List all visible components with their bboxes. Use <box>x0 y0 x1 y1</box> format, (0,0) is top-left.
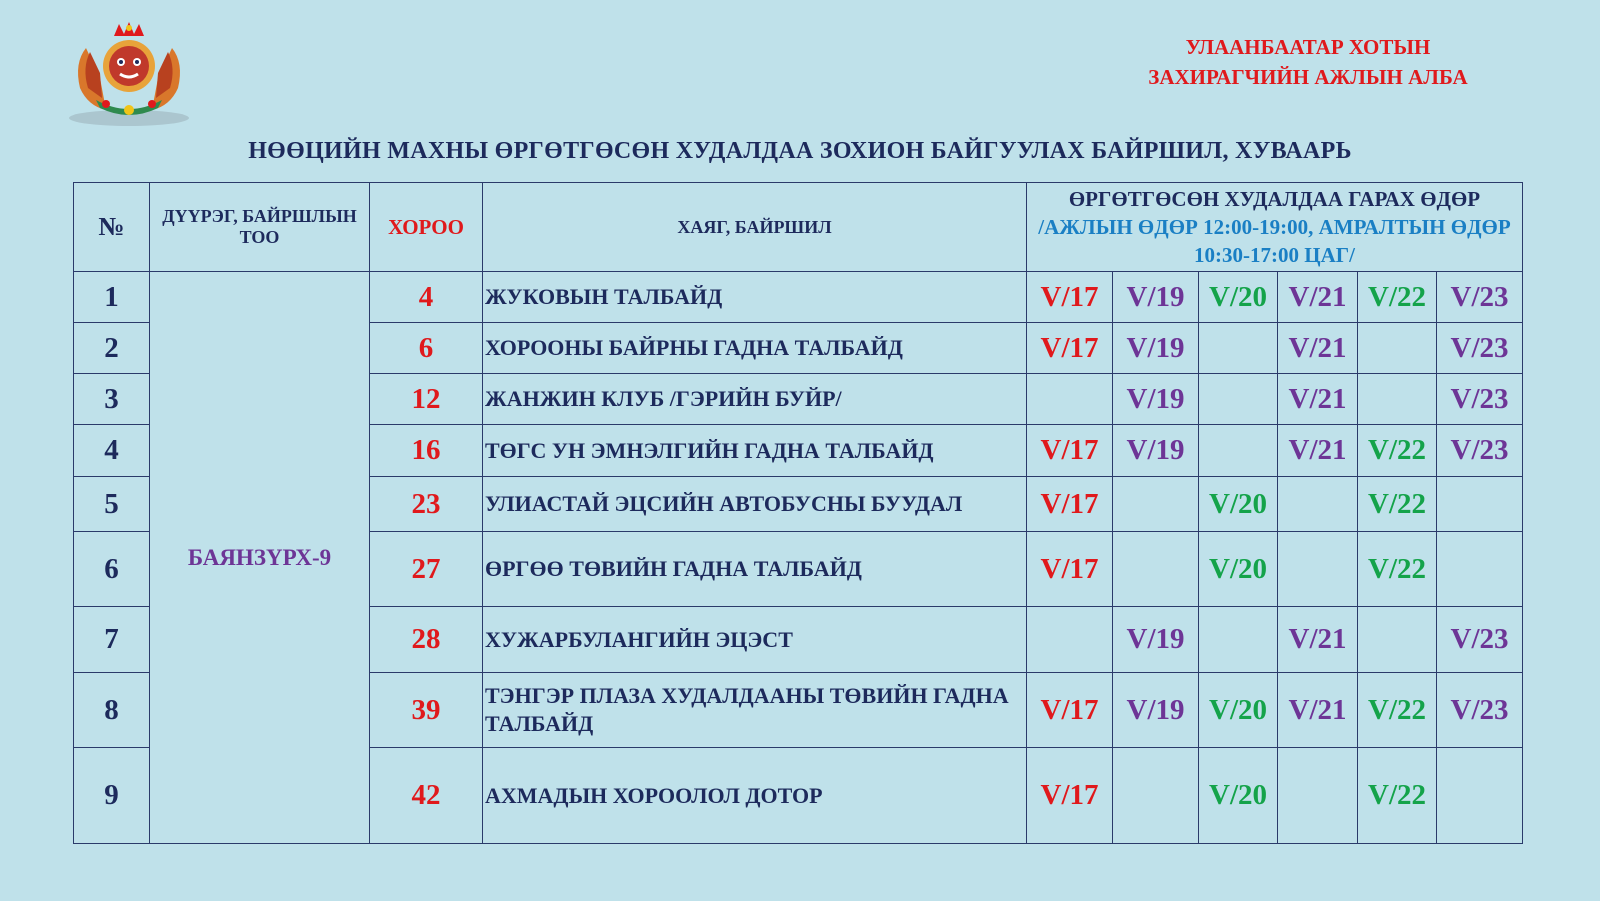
city-emblem-icon <box>66 18 192 128</box>
address-cell: ЖАНЖИН КЛУБ /ГЭРИЙН БУЙР/ <box>483 374 1027 425</box>
date-cell: V/20 <box>1199 748 1278 844</box>
date-cell: V/19 <box>1113 272 1199 323</box>
date-cell: V/23 <box>1437 607 1523 673</box>
khoroo-cell: 12 <box>370 374 483 425</box>
table-row <box>74 272 1523 323</box>
row-number: 6 <box>74 532 150 607</box>
date-cell: V/19 <box>1113 425 1199 477</box>
date-cell: V/20 <box>1199 532 1278 607</box>
address-cell: ХОРООНЫ БАЙРНЫ ГАДНА ТАЛБАЙД <box>483 323 1027 374</box>
organization-name <box>1098 32 1518 92</box>
date-cell <box>1113 532 1199 607</box>
date-cell <box>1278 748 1358 844</box>
address-cell: ХУЖАРБУЛАНГИЙН ЭЦЭСТ <box>483 607 1027 673</box>
date-cell: V/17 <box>1027 425 1113 477</box>
date-cell: V/22 <box>1358 532 1437 607</box>
date-cell <box>1199 607 1278 673</box>
date-cell <box>1437 532 1523 607</box>
date-cell <box>1199 323 1278 374</box>
date-cell: V/23 <box>1437 425 1523 477</box>
date-cell: V/19 <box>1113 607 1199 673</box>
date-cell <box>1278 532 1358 607</box>
row-number: 1 <box>74 272 150 323</box>
khoroo-cell: 27 <box>370 532 483 607</box>
row-number: 5 <box>74 477 150 532</box>
row-number: 8 <box>74 673 150 748</box>
khoroo-cell: 16 <box>370 425 483 477</box>
khoroo-cell: 39 <box>370 673 483 748</box>
date-cell <box>1437 748 1523 844</box>
date-cell: V/17 <box>1027 477 1113 532</box>
date-cell: V/17 <box>1027 323 1113 374</box>
date-cell: V/17 <box>1027 532 1113 607</box>
date-cell: V/20 <box>1199 673 1278 748</box>
date-cell <box>1113 477 1199 532</box>
date-cell: V/19 <box>1113 323 1199 374</box>
header-address: ХАЯГ, БАЙРШИЛ <box>483 183 1027 272</box>
date-cell: V/22 <box>1358 272 1437 323</box>
header-khoroo: ХОРОО <box>370 183 483 272</box>
page-title: НӨӨЦИЙН МАХНЫ ӨРГӨТГӨСӨН ХУДАЛДАА ЗОХИОН БАЙГУУЛАХ БАЙРШИЛ, ХУВААРЬ <box>248 138 1352 164</box>
table-header-row <box>74 183 1523 272</box>
date-cell: V/21 <box>1278 374 1358 425</box>
address-cell: АХМАДЫН ХОРООЛОЛ ДОТОР <box>483 748 1027 844</box>
row-number: 9 <box>74 748 150 844</box>
date-cell: V/19 <box>1113 374 1199 425</box>
date-cell <box>1113 748 1199 844</box>
header-district: ДҮҮРЭГ, БАЙРШЛЫН ТОО <box>150 183 370 272</box>
date-cell: V/22 <box>1358 673 1437 748</box>
date-cell <box>1199 374 1278 425</box>
header-dates-subtitle: /АЖЛЫН ӨДӨР 12:00-19:00, АМРАЛТЫН ӨДӨР 10:30-17:00 ЦАГ/ <box>1038 215 1511 267</box>
date-cell: V/17 <box>1027 673 1113 748</box>
schedule-table <box>73 182 1523 844</box>
header-no: № <box>74 183 150 272</box>
date-cell: V/17 <box>1027 748 1113 844</box>
row-number: 3 <box>74 374 150 425</box>
date-cell: V/20 <box>1199 477 1278 532</box>
date-cell: V/21 <box>1278 272 1358 323</box>
date-cell: V/23 <box>1437 272 1523 323</box>
address-cell: ӨРГӨӨ ТӨВИЙН ГАДНА ТАЛБАЙД <box>483 532 1027 607</box>
address-cell: ТЭНГЭР ПЛАЗА ХУДАЛДААНЫ ТӨВИЙН ГАДНА ТАЛБАЙД <box>483 673 1027 748</box>
date-cell <box>1358 323 1437 374</box>
address-cell: УЛИАСТАЙ ЭЦСИЙН АВТОБУСНЫ БУУДАЛ <box>483 477 1027 532</box>
date-cell <box>1027 607 1113 673</box>
date-cell <box>1358 374 1437 425</box>
khoroo-cell: 23 <box>370 477 483 532</box>
date-cell <box>1027 374 1113 425</box>
header-dates <box>1027 183 1523 272</box>
date-cell: V/19 <box>1113 673 1199 748</box>
date-cell: V/21 <box>1278 607 1358 673</box>
date-cell: V/21 <box>1278 673 1358 748</box>
address-cell: ЖУКОВЫН ТАЛБАЙД <box>483 272 1027 323</box>
date-cell: V/21 <box>1278 323 1358 374</box>
date-cell: V/22 <box>1358 748 1437 844</box>
khoroo-cell: 28 <box>370 607 483 673</box>
date-cell: V/23 <box>1437 673 1523 748</box>
date-cell: V/23 <box>1437 323 1523 374</box>
row-number: 2 <box>74 323 150 374</box>
org-line-2: ЗАХИРАГЧИЙН АЖЛЫН АЛБА <box>1148 65 1468 89</box>
row-number: 7 <box>74 607 150 673</box>
khoroo-cell: 4 <box>370 272 483 323</box>
org-line-1: УЛААНБААТАР ХОТЫН <box>1185 35 1431 59</box>
date-cell <box>1199 425 1278 477</box>
row-number: 4 <box>74 425 150 477</box>
date-cell: V/17 <box>1027 272 1113 323</box>
date-cell <box>1358 607 1437 673</box>
address-cell: ТӨГС УН ЭМНЭЛГИЙН ГАДНА ТАЛБАЙД <box>483 425 1027 477</box>
date-cell <box>1278 477 1358 532</box>
khoroo-cell: 42 <box>370 748 483 844</box>
header-dates-title: ӨРГӨТГӨСӨН ХУДАЛДАА ГАРАХ ӨДӨР <box>1068 187 1481 211</box>
date-cell: V/22 <box>1358 477 1437 532</box>
khoroo-cell: 6 <box>370 323 483 374</box>
date-cell: V/22 <box>1358 425 1437 477</box>
date-cell: V/23 <box>1437 374 1523 425</box>
date-cell: V/21 <box>1278 425 1358 477</box>
date-cell: V/20 <box>1199 272 1278 323</box>
district-cell: БАЯНЗҮРХ-9 <box>150 272 370 844</box>
date-cell <box>1437 477 1523 532</box>
